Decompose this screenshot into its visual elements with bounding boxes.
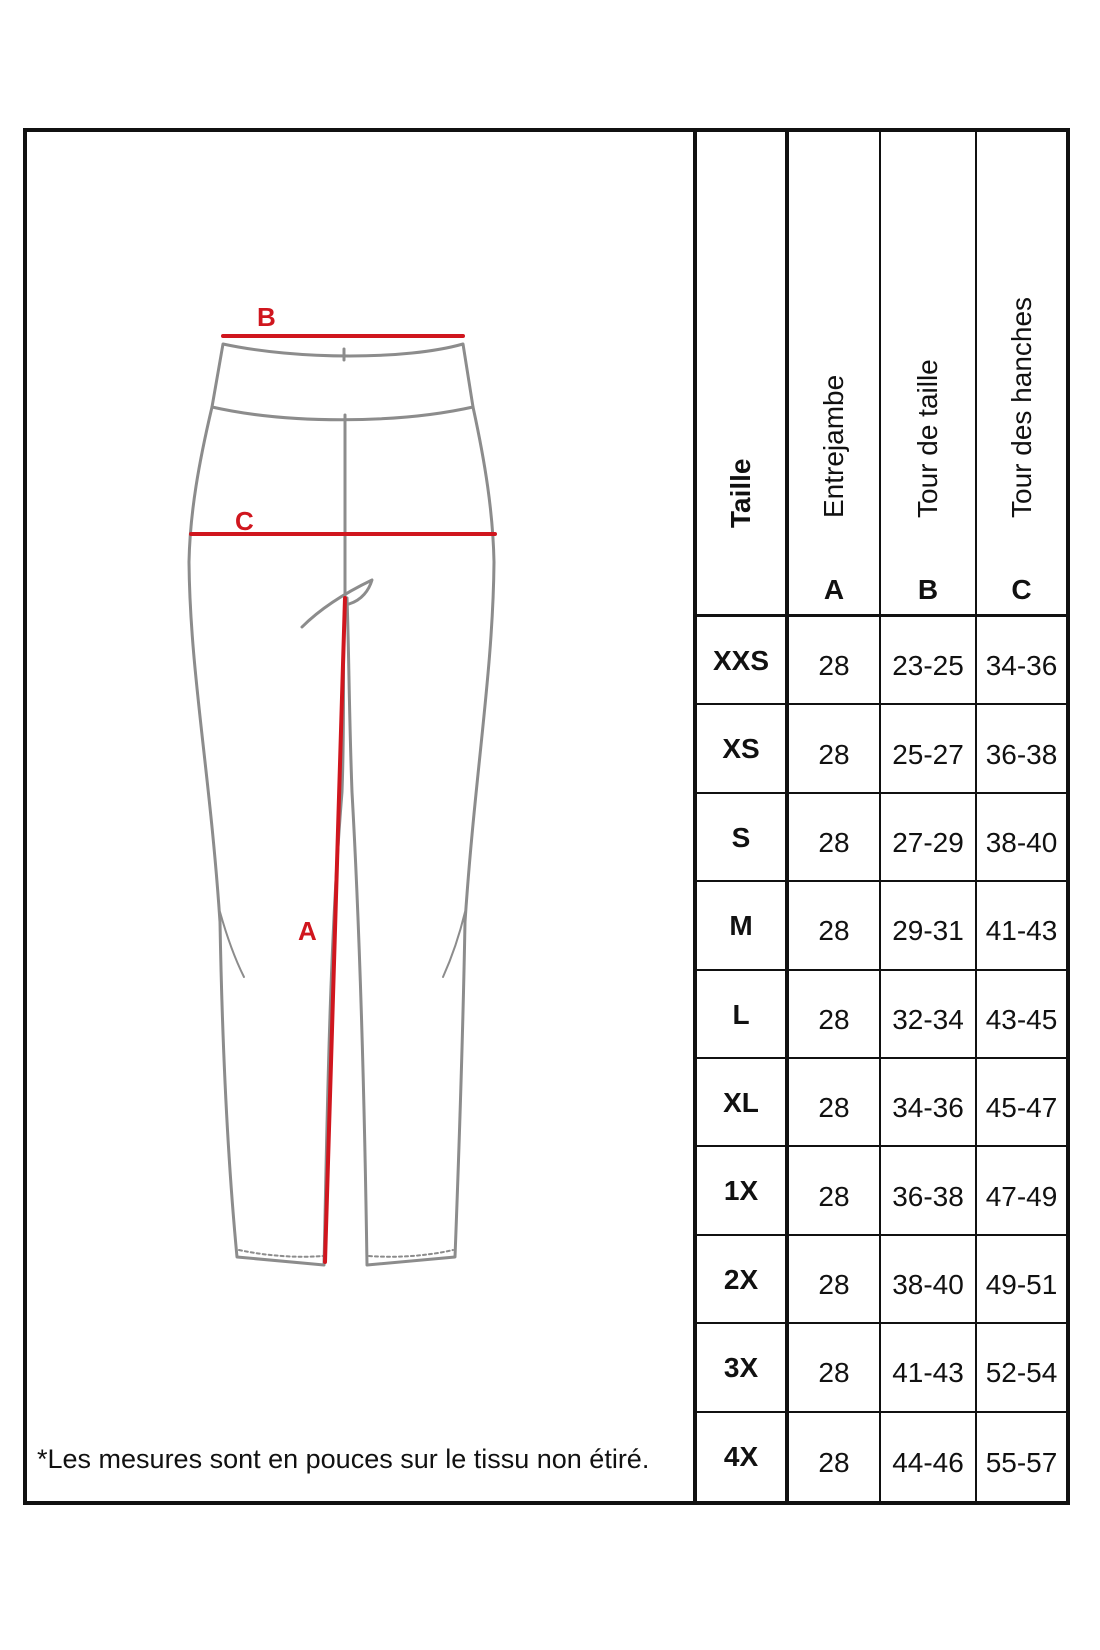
header-waist-label: Tour de taille [912,359,943,518]
header-waist [881,132,977,617]
inseam-cell [789,971,881,1059]
waist-label: B [257,302,276,332]
inseam-label: A [298,916,317,946]
size-cell [697,1413,789,1501]
size-cell [697,1236,789,1324]
waist-cell-value: 32-34 [892,1003,964,1035]
inseam-cell [789,1324,881,1412]
hip-cell-value: 43-45 [985,1003,1058,1035]
hip-cell [977,1324,1066,1412]
size-cell-value: L [732,998,750,1030]
waist-cell-value: 27-29 [892,826,964,858]
inseam-cell-value: 28 [818,1357,850,1389]
hip-cell-value: 45-47 [985,1092,1058,1124]
waist-cell [881,617,977,705]
inseam-cell-value: 28 [818,826,850,858]
waist-cell-value: 38-40 [892,1268,964,1300]
waist-cell [881,794,977,882]
right-hem-stitch [369,1250,453,1257]
header-inseam-letter: A [823,574,845,605]
size-cell-value: M [729,910,753,942]
header-hip-letter: C [1011,574,1032,605]
header-size-label: Taille [725,458,756,528]
hip-cell-value: 34-36 [985,650,1058,682]
leggings-diagram-panel [27,132,697,1501]
size-cell-value: 4X [723,1440,759,1472]
hip-cell [977,971,1066,1059]
left-hem-stitch [239,1250,323,1257]
right-knee-crease [443,912,465,977]
waist-cell [881,1324,977,1412]
inseam-cell [789,1236,881,1324]
hip-cell [977,882,1066,970]
inseam-cell-value: 28 [818,1003,850,1035]
hip-cell-value: 38-40 [985,826,1058,858]
waist-cell [881,1147,977,1235]
hip-cell [977,1413,1066,1501]
header-hip [977,132,1066,617]
inseam-cell [789,617,881,705]
size-cell [697,1324,789,1412]
waist-cell [881,705,977,793]
waist-cell-value: 41-43 [892,1357,964,1389]
size-cell-value: XS [722,733,760,765]
hip-cell [977,705,1066,793]
size-cell [697,705,789,793]
header-inseam-label: Entrejambe [818,374,849,518]
inseam-measure-line [325,598,345,1262]
inseam-cell-value: 28 [818,1268,850,1300]
inseam-cell [789,1147,881,1235]
hip-cell-value: 49-51 [985,1268,1058,1300]
waist-cell-value: 34-36 [892,1092,964,1124]
inseam-cell [789,705,881,793]
inseam-cell [789,794,881,882]
size-cell-value: 2X [723,1263,759,1295]
measurement-note: *Les mesures sont en pouces sur le tissu non étiré. [37,1444,650,1474]
crotch-gusset [302,580,372,627]
hip-cell-value: 36-38 [985,738,1058,770]
size-cell-value: 3X [723,1352,759,1384]
size-cell-value: 1X [723,1175,759,1207]
size-cell [697,794,789,882]
waist-cell [881,971,977,1059]
inseam-cell [789,882,881,970]
leggings-illustration [27,132,693,1501]
inseam-cell [789,1059,881,1147]
inseam-cell [789,1413,881,1501]
waist-cell-value: 44-46 [892,1446,964,1478]
waist-cell-value: 23-25 [892,650,964,682]
hip-cell [977,1059,1066,1147]
left-knee-crease [220,912,244,977]
hip-cell [977,794,1066,882]
inseam-cell-value: 28 [818,650,850,682]
size-cell [697,1147,789,1235]
hip-cell-value: 52-54 [985,1357,1058,1389]
hip-cell-value: 55-57 [985,1446,1058,1478]
hip-cell [977,617,1066,705]
hip-cell [977,1236,1066,1324]
hip-cell [977,1147,1066,1235]
inseam-cell-value: 28 [818,1092,850,1124]
size-cell [697,1059,789,1147]
waist-cell-value: 29-31 [892,915,964,947]
hip-cell-value: 41-43 [985,915,1058,947]
size-cell-value: XXS [712,645,770,676]
inseam-cell-value: 28 [818,1446,850,1478]
size-cell [697,882,789,970]
size-chart-frame [23,128,1070,1505]
header-hip-label: Tour des hanches [1005,296,1037,518]
inseam-cell-value: 28 [818,738,850,770]
header-inseam [789,132,881,617]
waist-cell [881,1236,977,1324]
header-size [697,132,789,617]
size-cell [697,617,789,705]
hip-label: C [235,506,254,536]
waist-cell-value: 25-27 [892,738,964,770]
waist-cell [881,882,977,970]
waist-cell-value: 36-38 [892,1180,964,1212]
inseam-cell-value: 28 [818,1180,850,1212]
size-cell-value: XL [723,1087,759,1118]
size-cell-value: S [731,821,751,853]
hip-cell-value: 47-49 [985,1180,1058,1212]
size-table [697,132,1066,1501]
header-waist-letter: B [917,574,939,605]
size-cell [697,971,789,1059]
inseam-cell-value: 28 [818,915,850,947]
waist-cell [881,1059,977,1147]
waist-cell [881,1413,977,1501]
